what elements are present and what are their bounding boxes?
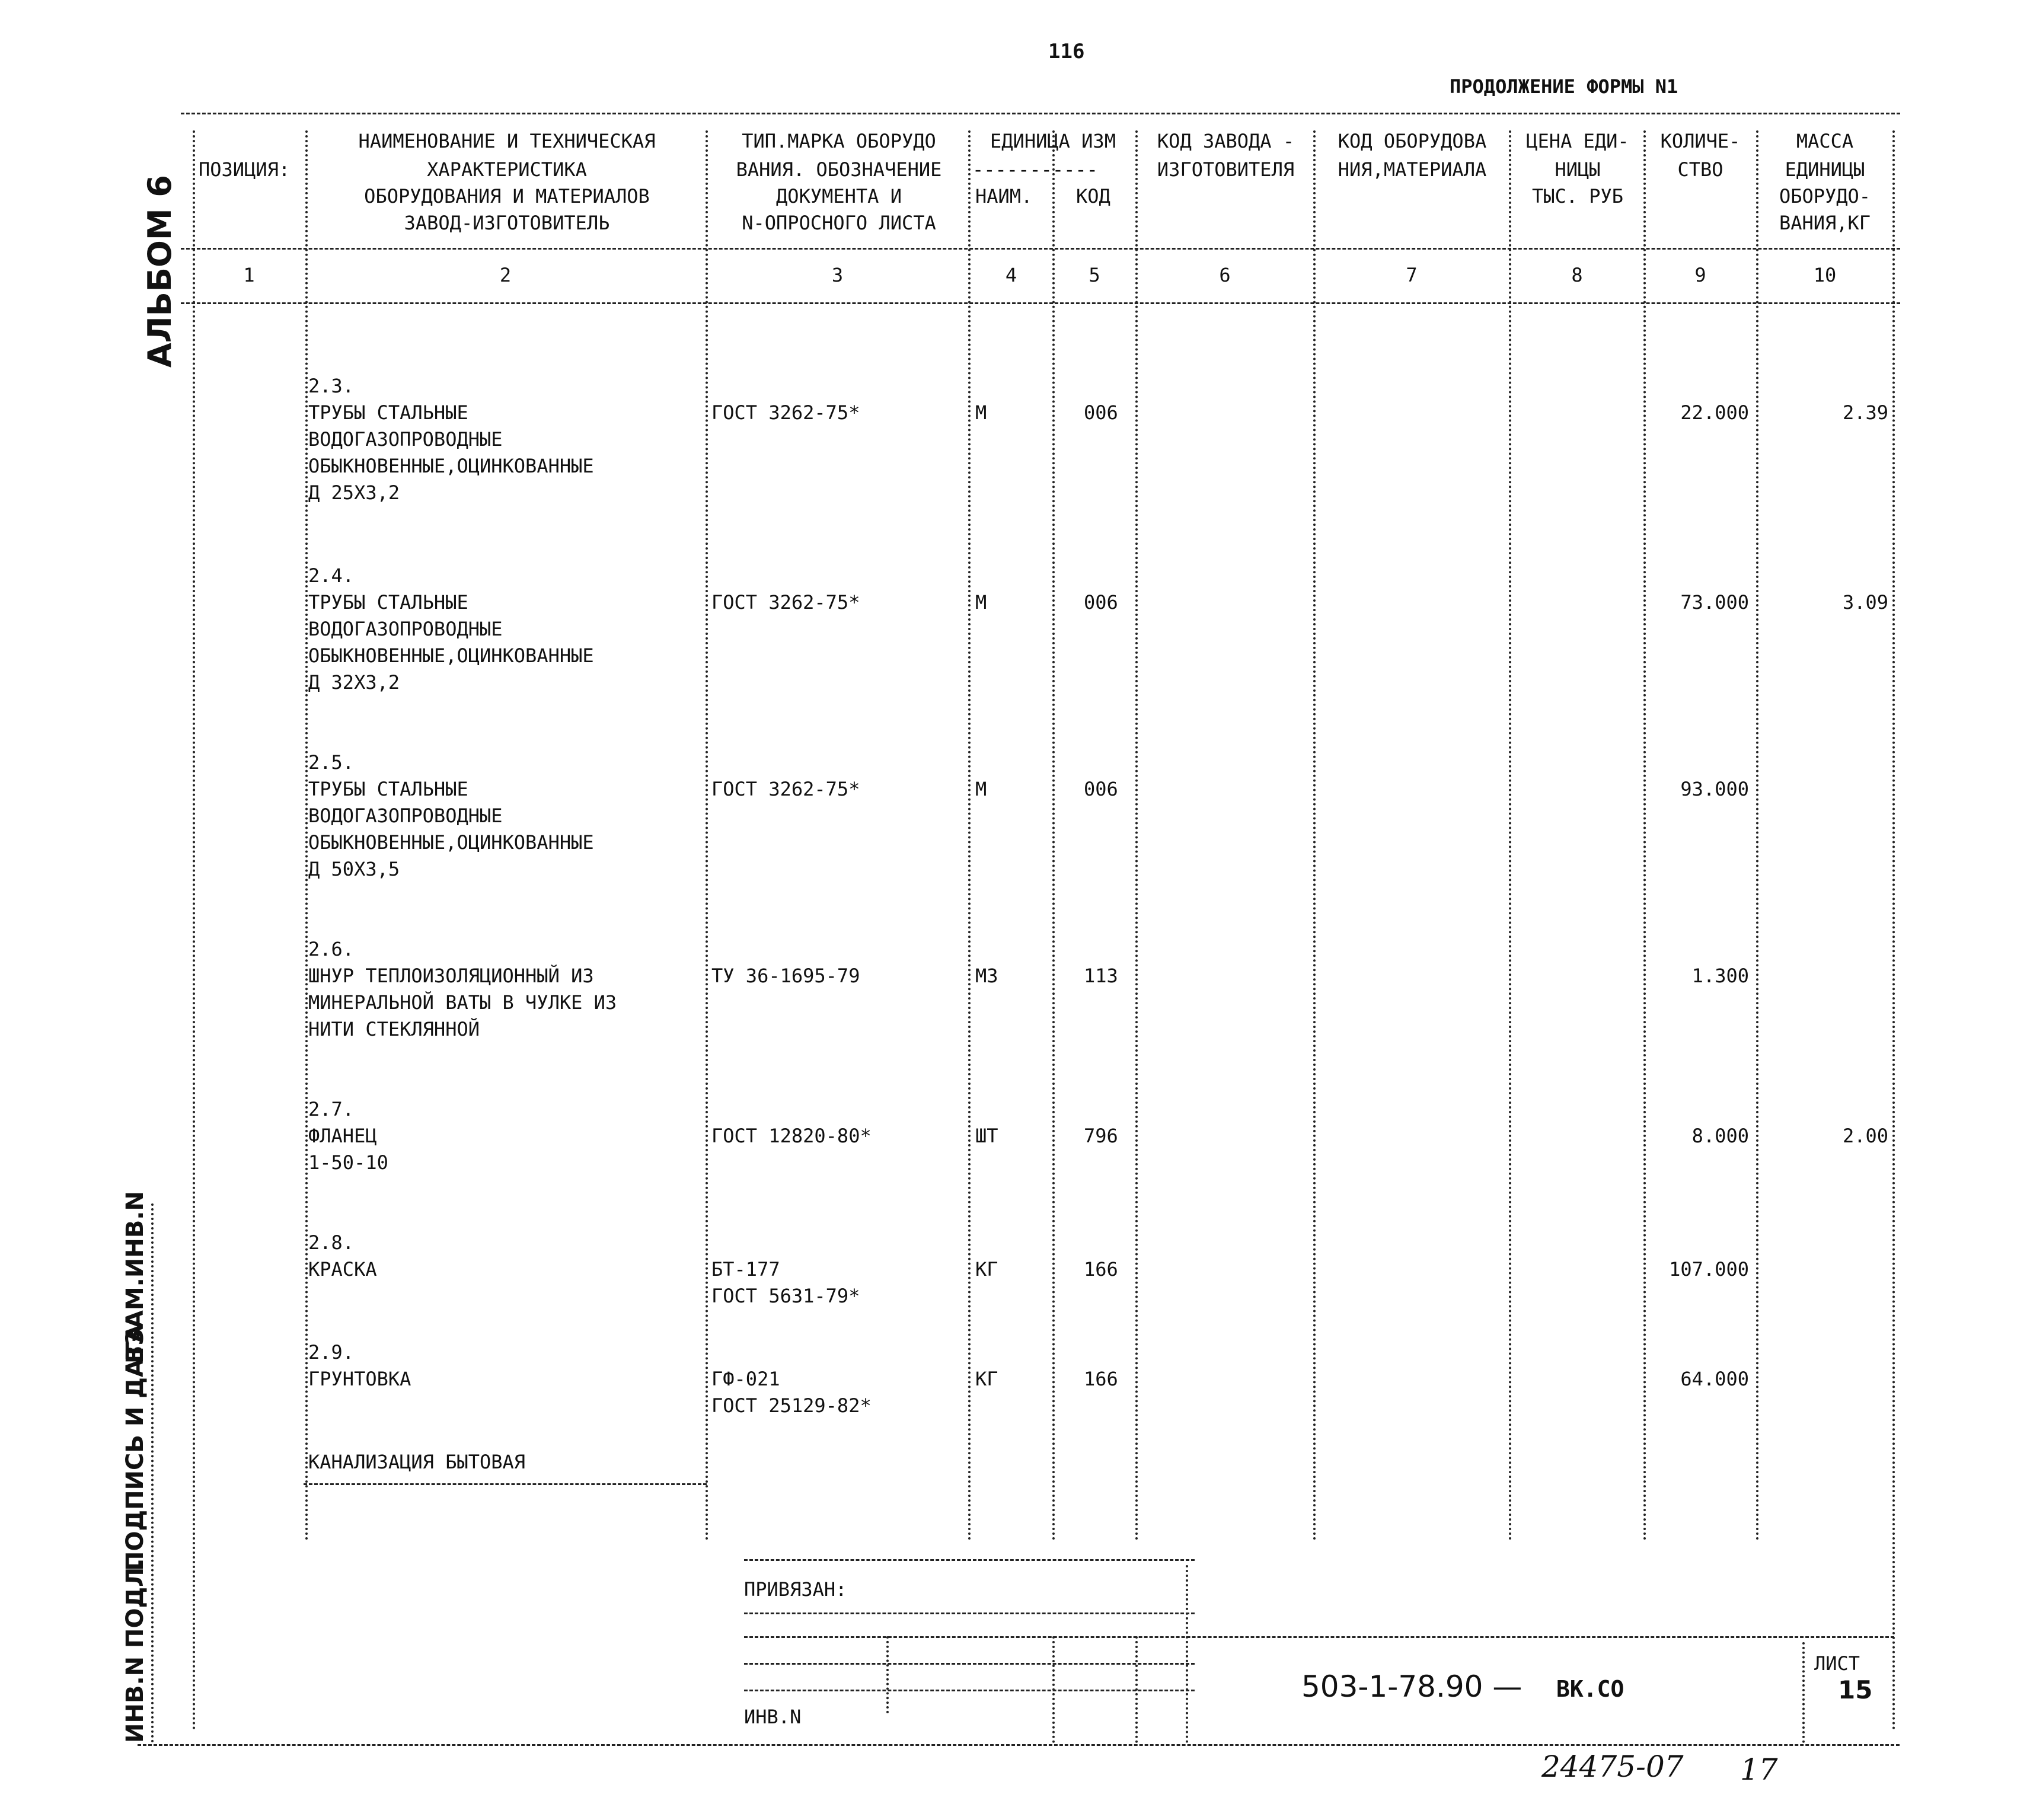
row-2-9-unit: КГ	[975, 1368, 998, 1390]
header-col3-line3: ДОКУМЕНТА И	[776, 185, 902, 207]
col-number-2: 2	[499, 264, 512, 286]
header-unit-group: ЕДИНИЦА ИЗМ	[990, 130, 1116, 152]
header-col7-line2: НИЯ,МАТЕРИАЛА	[1338, 158, 1487, 181]
col-number-6: 6	[1219, 264, 1231, 286]
header-col10-line4: ВАНИЯ,КГ	[1779, 212, 1871, 234]
header-col10-line1: МАССА	[1796, 130, 1854, 152]
row-2-9-pos: 2.9.	[308, 1341, 355, 1364]
stamp-doc-suffix: ВК.СО	[1556, 1676, 1624, 1702]
col-number-8: 8	[1571, 264, 1583, 286]
side-label-inv-podl: ИНВ.N ПОДЛ.	[122, 1558, 149, 1743]
header-col6-line1: КОД ЗАВОДА -	[1157, 130, 1295, 152]
row-2-3-name-1: ТРУБЫ СТАЛЬНЫЕ	[308, 401, 468, 424]
col-sep-8	[1643, 130, 1646, 1541]
header-col3-line1: ТИП.МАРКА ОБОРУДО	[742, 130, 936, 152]
header-col9-line1: КОЛИЧЕ-	[1660, 130, 1741, 152]
col-sep-2	[706, 130, 708, 1541]
header-col10-line2: ЕДИНИЦЫ	[1785, 158, 1865, 181]
row-2-8-pos: 2.8.	[308, 1231, 355, 1254]
row-2-5-name-3: ОБЫКНОВЕННЫЕ,ОЦИНКОВАННЫЕ	[308, 831, 594, 854]
stamp-sheet-label: ЛИСТ	[1814, 1652, 1860, 1675]
row-2-8-name-1: КРАСКА	[308, 1258, 377, 1281]
stamp-sep-1	[886, 1636, 889, 1713]
header-col8-line3: ТЫС. РУБ	[1531, 185, 1624, 207]
header-col10-line3: ОБОРУДО-	[1779, 185, 1871, 207]
stamp-sep-3	[1135, 1636, 1138, 1743]
header-col9-line2: СТВО	[1677, 158, 1723, 181]
row-2-6-pos: 2.6.	[308, 938, 355, 960]
col-sep-5	[1135, 130, 1138, 1541]
row-2-9-name-1: ГРУНТОВКА	[308, 1368, 411, 1390]
row-2-5-pos: 2.5.	[308, 751, 355, 774]
row-2-3-name-2: ВОДОГАЗОПРОВОДНЫЕ	[308, 428, 503, 451]
row-2-9-qty: 64.000	[1680, 1368, 1749, 1390]
row-2-4-mass: 3.09	[1842, 591, 1888, 614]
row-2-8-doc-1: БТ-177	[711, 1258, 780, 1281]
col-number-7: 7	[1406, 264, 1418, 286]
section-title: КАНАЛИЗАЦИЯ БЫТОВАЯ	[308, 1451, 526, 1473]
row-2-4-name-4: Д 32Х3,2	[308, 671, 400, 694]
row-2-4-code: 006	[1084, 591, 1118, 614]
form-title: ПРОДОЛЖЕНИЕ ФОРМЫ N1	[1450, 75, 1678, 98]
row-2-6-doc: ТУ 36-1695-79	[711, 965, 860, 987]
header-col5: КОД	[1076, 185, 1110, 207]
row-2-6-code: 113	[1084, 965, 1118, 987]
stamp-privyazan: ПРИВЯЗАН:	[744, 1578, 847, 1601]
side-label-signature-date: ПОДПИСЬ И ДАТА	[122, 1324, 149, 1571]
row-2-4-unit: М	[975, 591, 987, 614]
rule-top	[181, 113, 1900, 114]
header-col2-line3: ОБОРУДОВАНИЯ И МАТЕРИАЛОВ	[364, 185, 650, 207]
header-col2-line4: ЗАВОД-ИЗГОТОВИТЕЛЬ	[404, 212, 610, 234]
album-label: АЛЬБОМ 6	[141, 175, 178, 368]
row-2-7-qty: 8.000	[1691, 1125, 1749, 1147]
row-2-5-doc: ГОСТ 3262-75*	[711, 778, 860, 800]
row-2-5-name-4: Д 50Х3,5	[308, 858, 400, 880]
header-col3-line2: ВАНИЯ. ОБОЗНАЧЕНИЕ	[736, 158, 942, 181]
col-sep-6	[1313, 130, 1316, 1541]
row-2-7-pos: 2.7.	[308, 1098, 355, 1120]
header-col2-line2: ХАРАКТЕРИСТИКА	[427, 158, 587, 181]
side-rule	[151, 1203, 154, 1743]
row-2-8-qty: 107.000	[1669, 1258, 1749, 1281]
row-2-6-unit: М3	[975, 965, 998, 987]
row-2-3-code: 006	[1084, 401, 1118, 424]
row-2-5-code: 006	[1084, 778, 1118, 800]
row-2-7-code: 796	[1084, 1125, 1118, 1147]
row-2-6-qty: 1.300	[1691, 965, 1749, 987]
stamp-rule-2	[744, 1613, 1195, 1614]
rule-page-bottom	[138, 1744, 1900, 1746]
col-number-5: 5	[1089, 264, 1100, 286]
col-sep-7	[1509, 130, 1511, 1541]
row-2-4-doc: ГОСТ 3262-75*	[711, 591, 860, 614]
row-2-8-unit: КГ	[975, 1258, 998, 1281]
header-col1: ПОЗИЦИЯ:	[199, 158, 291, 181]
col-number-3: 3	[831, 264, 844, 286]
col-number-9: 9	[1694, 264, 1706, 286]
stamp-rule-top	[744, 1559, 1195, 1561]
row-2-6-name-3: НИТИ СТЕКЛЯННОЙ	[308, 1018, 480, 1040]
row-2-3-name-4: Д 25Х3,2	[308, 481, 400, 504]
row-2-6-name-1: ШНУР ТЕПЛОИЗОЛЯЦИОННЫЙ ИЗ	[308, 965, 594, 987]
stamp-sep-4	[1186, 1565, 1188, 1743]
row-2-3-mass: 2.39	[1842, 401, 1888, 424]
header-col3-line4: N-ОПРОСНОГО ЛИСТА	[742, 212, 936, 234]
rule-colnum-bottom	[181, 302, 1900, 304]
row-2-7-name-1: ФЛАНЕЦ	[308, 1125, 377, 1147]
header-col8-line1: ЦЕНА ЕДИ-	[1526, 130, 1629, 152]
col-sep-1	[305, 130, 308, 1541]
row-2-4-qty: 73.000	[1680, 591, 1749, 614]
row-2-3-doc: ГОСТ 3262-75*	[711, 401, 860, 424]
header-col2-line1: НАИМЕНОВАНИЕ И ТЕХНИЧЕСКАЯ	[358, 130, 656, 152]
row-2-5-unit: М	[975, 778, 987, 800]
row-2-7-mass: 2.00	[1842, 1125, 1888, 1147]
handwritten-archive-number: 24475-07	[1541, 1749, 1684, 1784]
header-unit-divider: -----------	[972, 158, 1098, 181]
stamp-inv: ИНВ.N	[744, 1706, 802, 1728]
row-2-6-name-2: МИНЕРАЛЬНОЙ ВАТЫ В ЧУЛКЕ ИЗ	[308, 991, 617, 1014]
row-2-9-code: 166	[1084, 1368, 1118, 1390]
row-2-5-name-2: ВОДОГАЗОПРОВОДНЫЕ	[308, 804, 503, 827]
row-2-3-qty: 22.000	[1680, 401, 1749, 424]
header-col4: НАИМ.	[975, 185, 1033, 207]
row-2-5-qty: 93.000	[1680, 778, 1749, 800]
row-2-4-name-2: ВОДОГАЗОПРОВОДНЫЕ	[308, 618, 503, 640]
stamp-doc-code: 503-1-78.90 —	[1301, 1669, 1522, 1704]
side-label-vzam-inv: ВЗАМ.ИНВ.N	[122, 1191, 149, 1364]
header-col7-line1: КОД ОБОРУДОВА	[1338, 130, 1487, 152]
row-2-8-doc-2: ГОСТ 5631-79*	[711, 1285, 860, 1307]
row-2-9-doc-2: ГОСТ 25129-82*	[711, 1394, 872, 1417]
row-2-4-pos: 2.4.	[308, 564, 355, 587]
stamp-sep-2	[1052, 1636, 1055, 1743]
col-number-1: 1	[243, 264, 255, 286]
col-sep-10	[1892, 130, 1895, 1731]
page-number: 116	[1048, 40, 1085, 63]
row-2-7-doc: ГОСТ 12820-80*	[711, 1125, 872, 1147]
row-2-4-name-3: ОБЫКНОВЕННЫЕ,ОЦИНКОВАННЫЕ	[308, 644, 594, 667]
row-2-7-name-2: 1-50-10	[308, 1151, 388, 1174]
col-sep-9	[1756, 130, 1758, 1541]
row-2-7-unit: ШТ	[975, 1125, 998, 1147]
col-sep-0	[193, 130, 195, 1731]
rule-header-bottom	[181, 248, 1900, 250]
row-2-3-unit: М	[975, 401, 987, 424]
rule-section-underline	[304, 1483, 707, 1485]
stamp-rule-main	[744, 1636, 1894, 1638]
row-2-3-pos: 2.3.	[308, 375, 355, 397]
stamp-sheet-number: 15	[1838, 1675, 1873, 1704]
header-col6-line2: ИЗГОТОВИТЕЛЯ	[1157, 158, 1295, 181]
row-2-9-doc-1: ГФ-021	[711, 1368, 780, 1390]
handwritten-sheet-number: 17	[1740, 1752, 1778, 1787]
row-2-3-name-3: ОБЫКНОВЕННЫЕ,ОЦИНКОВАННЫЕ	[308, 455, 594, 477]
stamp-rule-3	[744, 1663, 1195, 1665]
row-2-8-code: 166	[1084, 1258, 1118, 1281]
col-number-10: 10	[1813, 264, 1837, 286]
col-sep-4	[1052, 130, 1055, 1541]
stamp-rule-4	[744, 1690, 1195, 1691]
col-sep-3	[968, 130, 971, 1541]
header-col8-line2: НИЦЫ	[1555, 158, 1601, 181]
row-2-4-name-1: ТРУБЫ СТАЛЬНЫЕ	[308, 591, 468, 614]
stamp-sep-5	[1802, 1642, 1805, 1743]
row-2-5-name-1: ТРУБЫ СТАЛЬНЫЕ	[308, 778, 468, 800]
col-number-4: 4	[1005, 264, 1017, 286]
